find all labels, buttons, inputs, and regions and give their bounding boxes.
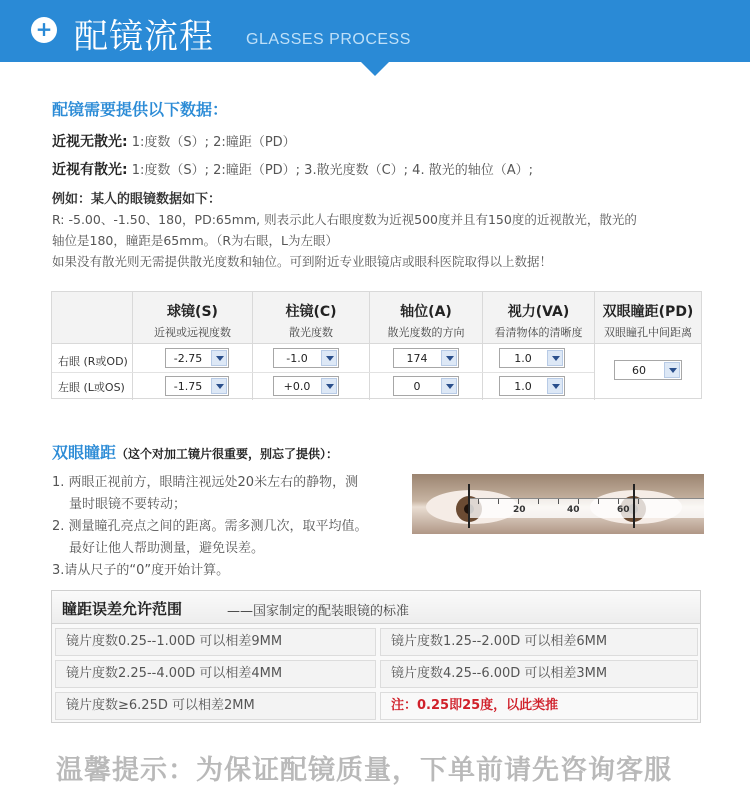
col-pd [594,292,701,344]
col-axis-title: 轴位(A) [400,304,452,320]
pd-value: 60 [632,364,646,377]
chevron-down-icon[interactable] [547,350,563,366]
chevron-down-icon[interactable] [441,350,457,366]
ruler-tick [598,499,599,504]
prescription-table [51,291,702,399]
myopia-no-astig-label: 近视无散光: [52,134,128,150]
ruler-label: 60 [617,505,630,515]
left-axis-value: 0 [413,380,421,393]
col-va-desc: 看清物体的清晰度 [494,326,583,339]
myopia-astig-line [52,159,533,179]
right-cyl-value: -1.0 [286,352,308,365]
myopia-no-astig-text: 1:度数（S）; 2:瞳距（PD） [131,135,296,150]
right-sph-value: -2.75 [173,352,203,365]
requirements-title: 配镜需要提供以下数据： [52,100,229,119]
left-sph-value: -1.75 [173,380,203,393]
ruler-tick [638,499,639,504]
chevron-down-icon[interactable] [321,350,337,366]
ruler-label: 40 [567,505,580,515]
divider [594,344,595,400]
right-axis-value: 174 [406,352,428,365]
left-cyl-select[interactable] [273,376,339,396]
left-va-value: 1.0 [514,380,532,393]
right-sph-select[interactable] [165,348,229,368]
right-va-value: 1.0 [514,352,532,365]
list-item: 量时眼镜不要转动； [69,497,187,512]
header-arrow-icon [361,62,389,76]
col-sph [132,292,252,344]
pd-note: （这个对加工镜片很重要，别忘了提供）： [116,447,339,461]
chevron-down-icon[interactable] [211,378,227,394]
pd-section-title [52,440,338,463]
tolerance-header [52,591,700,624]
chevron-down-icon[interactable] [441,378,457,394]
ruler-tick [578,499,579,504]
pd-marker [633,484,635,528]
col-axis [369,292,482,344]
left-sph-select[interactable] [165,376,229,396]
col-cyl-desc: 散光度数 [289,326,333,339]
myopia-astig-label: 近视有散光: [52,162,128,178]
list-item: 2. 测量瞳孔亮点之间的距离。需多测几次，取平均值。 [52,519,368,534]
ruler [468,498,704,518]
row-label-right-eye: 右眼 (R或OD) [58,355,128,368]
list-item: 最好让他人帮助测量，避免误差。 [69,541,265,556]
page-subtitle: GLASSES PROCESS [246,31,411,48]
right-cyl-select[interactable] [273,348,339,368]
col-va [482,292,594,344]
ruler-tick [498,499,499,504]
example-line-2: 轴位是180，瞳距是65mm。（R为右眼，L为左眼） [52,233,339,248]
ruler-tick [558,499,559,504]
ruler-tick [618,499,619,504]
col-cyl [252,292,369,344]
col-pd-title: 双眼瞳距(PD) [602,304,694,320]
list-item: 1. 两眼正视前方，眼睛注视远处20米左右的静物，测 [52,475,359,490]
col-sph-title: 球镜(S) [167,304,218,320]
myopia-astig-text: 1:度数（S）; 2:瞳距（PD）; 3.散光度数（C）; 4. 散光的轴位（A）; [131,163,533,178]
right-axis-select[interactable] [393,348,459,368]
divider [52,372,594,373]
pd-select[interactable] [614,360,682,380]
tolerance-subtitle: ——国家制定的配装眼镜的标准 [227,604,410,619]
tolerance-note: 注：0.25即25度，以此类推 [380,692,698,720]
ruler-label: 20 [513,505,526,515]
example-label: 例如：某人的眼镜数据如下： [52,192,222,207]
tolerance-cell: 镜片度数2.25--4.00D 可以相差4MM [55,660,376,688]
left-axis-select[interactable] [393,376,459,396]
left-va-select[interactable] [499,376,565,396]
tolerance-cell: 镜片度数1.25--2.00D 可以相差6MM [380,628,698,656]
ruler-tick [478,499,479,504]
col-axis-desc: 散光度数的方向 [387,326,465,339]
col-sph-desc: 近视或远视度数 [154,326,231,339]
chevron-down-icon[interactable] [211,350,227,366]
col-va-title: 视力(VA) [507,304,570,320]
myopia-no-astig-line [52,131,296,151]
left-cyl-value: +0.0 [283,380,311,393]
header-banner [0,0,750,62]
footer-tip: 温馨提示：为保证配镜质量，下单前请先咨询客服 [56,755,672,786]
tolerance-table [51,590,701,723]
col-cyl-title: 柱镜(C) [285,304,337,320]
ruler-tick [518,499,519,504]
example-line-3: 如果没有散光则无需提供散光度数和轴位。可到附近专业眼镜店或眼科医院取得以上数据！ [52,254,553,269]
tolerance-cell: 镜片度数0.25--1.00D 可以相差9MM [55,628,376,656]
ruler-tick [538,499,539,504]
page-title: 配镜流程 [74,17,214,57]
tolerance-cell: 镜片度数≥6.25D 可以相差2MM [55,692,376,720]
pd-title: 双眼瞳距 [52,443,117,462]
chevron-down-icon[interactable] [547,378,563,394]
plus-icon: + [31,17,57,43]
right-va-select[interactable] [499,348,565,368]
chevron-down-icon[interactable] [321,378,337,394]
pd-steps [52,472,368,582]
tolerance-cell: 镜片度数4.25--6.00D 可以相差3MM [380,660,698,688]
pd-measurement-image [412,474,704,534]
list-item: 3.请从尺子的“0”度开始计算。 [52,563,230,578]
col-pd-desc: 双眼瞳孔中间距离 [604,326,692,339]
pd-marker [468,484,470,528]
chevron-down-icon[interactable] [664,362,680,378]
tolerance-title: 瞳距误差允许范围 [62,600,183,618]
example-line-1: R: -5.00、-1.50、180，PD:65mm, 则表示此人右眼度数为近视500度并且有150度的近视散光，散光的 [52,212,637,227]
row-label-left-eye: 左眼 (L或OS) [58,381,125,394]
